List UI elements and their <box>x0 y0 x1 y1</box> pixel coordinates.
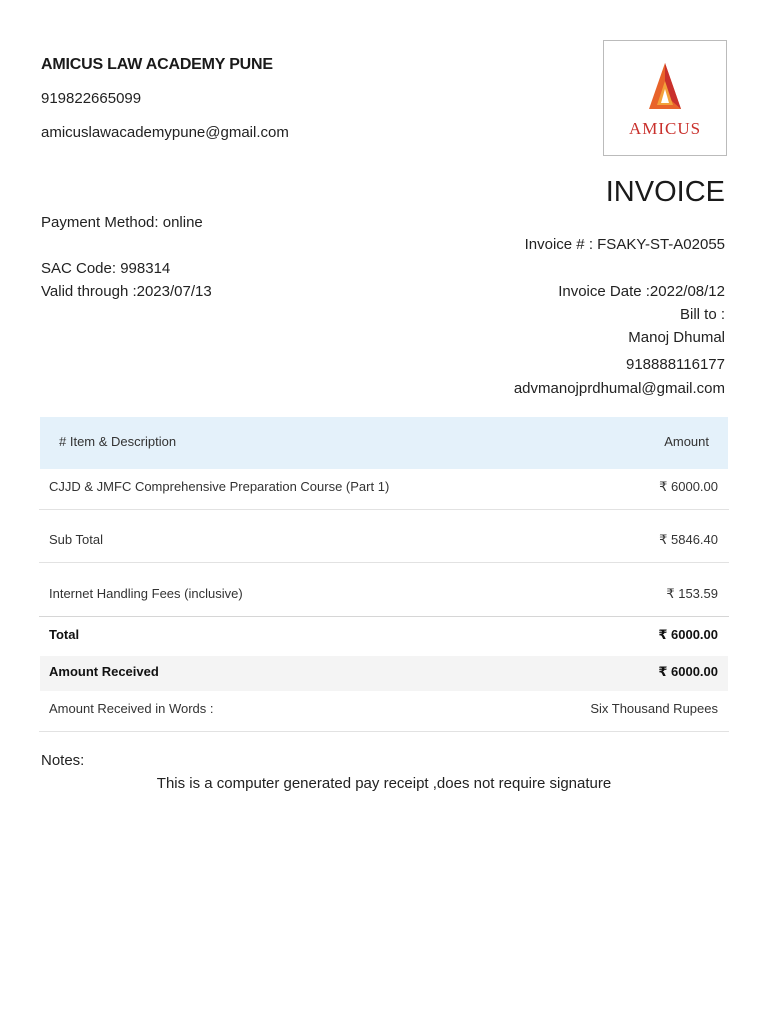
company-name: AMICUS LAW ACADEMY PUNE <box>41 56 273 73</box>
item-amount: ₹ 6000.00 <box>659 479 718 494</box>
header-amount: Amount <box>664 434 709 449</box>
header-item: # Item & Description <box>59 434 177 449</box>
total-value: ₹ 6000.00 <box>658 627 718 642</box>
total-row <box>39 627 729 647</box>
subtotal-row <box>39 532 729 552</box>
invoice-number: Invoice # : FSAKY-ST-A02055 <box>524 236 725 253</box>
invoice-title: INVOICE <box>605 176 725 208</box>
valid-through: Valid through :2023/07/13 <box>41 283 212 300</box>
words-row <box>39 701 729 721</box>
notes-label: Notes: <box>41 752 85 769</box>
words-value: Six Thousand Rupees <box>590 701 718 716</box>
table-header <box>40 417 728 469</box>
logo-triangle-icon <box>647 61 683 113</box>
sac-code: SAC Code: 998314 <box>41 260 171 277</box>
company-phone: 919822665099 <box>41 90 142 107</box>
row-divider <box>39 616 729 617</box>
invoice-date: Invoice Date :2022/08/12 <box>558 283 725 300</box>
row-divider <box>39 562 729 563</box>
fees-label: Internet Handling Fees (inclusive) <box>49 586 243 601</box>
received-value: ₹ 6000.00 <box>658 664 718 679</box>
item-description: CJJD & JMFC Comprehensive Preparation Course (Part 1) <box>49 479 390 494</box>
bill-to-email: advmanojprdhumal@gmail.com <box>513 380 725 397</box>
table-row <box>39 479 729 499</box>
fees-row <box>39 586 729 606</box>
fees-value: ₹ 153.59 <box>666 586 718 601</box>
subtotal-value: ₹ 5846.40 <box>659 532 718 547</box>
notes-text: This is a computer generated pay receipt ,does not require signature <box>156 775 612 792</box>
words-label: Amount Received in Words : <box>49 701 214 716</box>
bill-to-name: Manoj Dhumal <box>628 329 725 346</box>
logo-text: AMICUS <box>628 119 702 138</box>
received-label: Amount Received <box>49 664 159 679</box>
bill-to-phone: 918888116177 <box>626 356 725 373</box>
received-row <box>40 656 728 691</box>
row-divider <box>39 731 729 732</box>
company-logo <box>603 40 727 156</box>
subtotal-label: Sub Total <box>49 532 103 547</box>
company-email: amicuslawacademypune@gmail.com <box>41 124 289 141</box>
row-divider <box>39 509 729 510</box>
total-label: Total <box>49 627 80 642</box>
payment-method: Payment Method: online <box>41 214 203 231</box>
bill-to-label: Bill to : <box>679 306 725 323</box>
